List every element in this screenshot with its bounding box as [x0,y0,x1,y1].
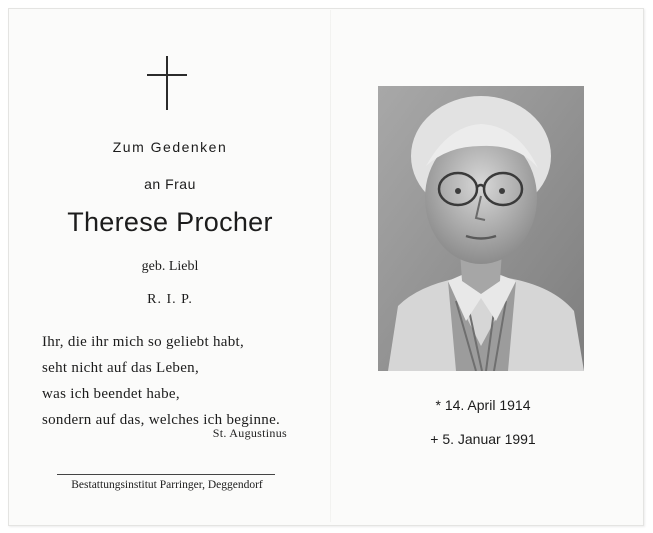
birth-date: * 14. April 1914 [435,397,531,413]
memorial-verse [42,329,280,433]
latin-cross-icon [147,56,187,110]
rip-text: R. I. P. [147,292,193,307]
salutation: an Frau [144,176,196,192]
card-fold [330,10,331,522]
birth-name: geb. Liebl [141,259,199,274]
verse-line: seht nicht auf das Leben, [42,360,200,376]
death-date: + 5. Januar 1991 [430,431,536,447]
funeral-home: Bestattungsinstitut Parringer, Deggendorf [71,479,263,491]
deceased-name: Therese Procher [67,207,273,237]
memorial-heading: Zum Gedenken [112,139,228,155]
divider [57,474,275,475]
verse-line: Ihr, die ihr mich so geliebt habt, [42,334,245,350]
verse-line: was ich beendet habe, [42,386,180,402]
portrait-photo [378,86,584,371]
verse-line: sondern auf das, welches ich beginne. [42,412,281,428]
verse-attribution: St. Augustinus [212,426,287,440]
